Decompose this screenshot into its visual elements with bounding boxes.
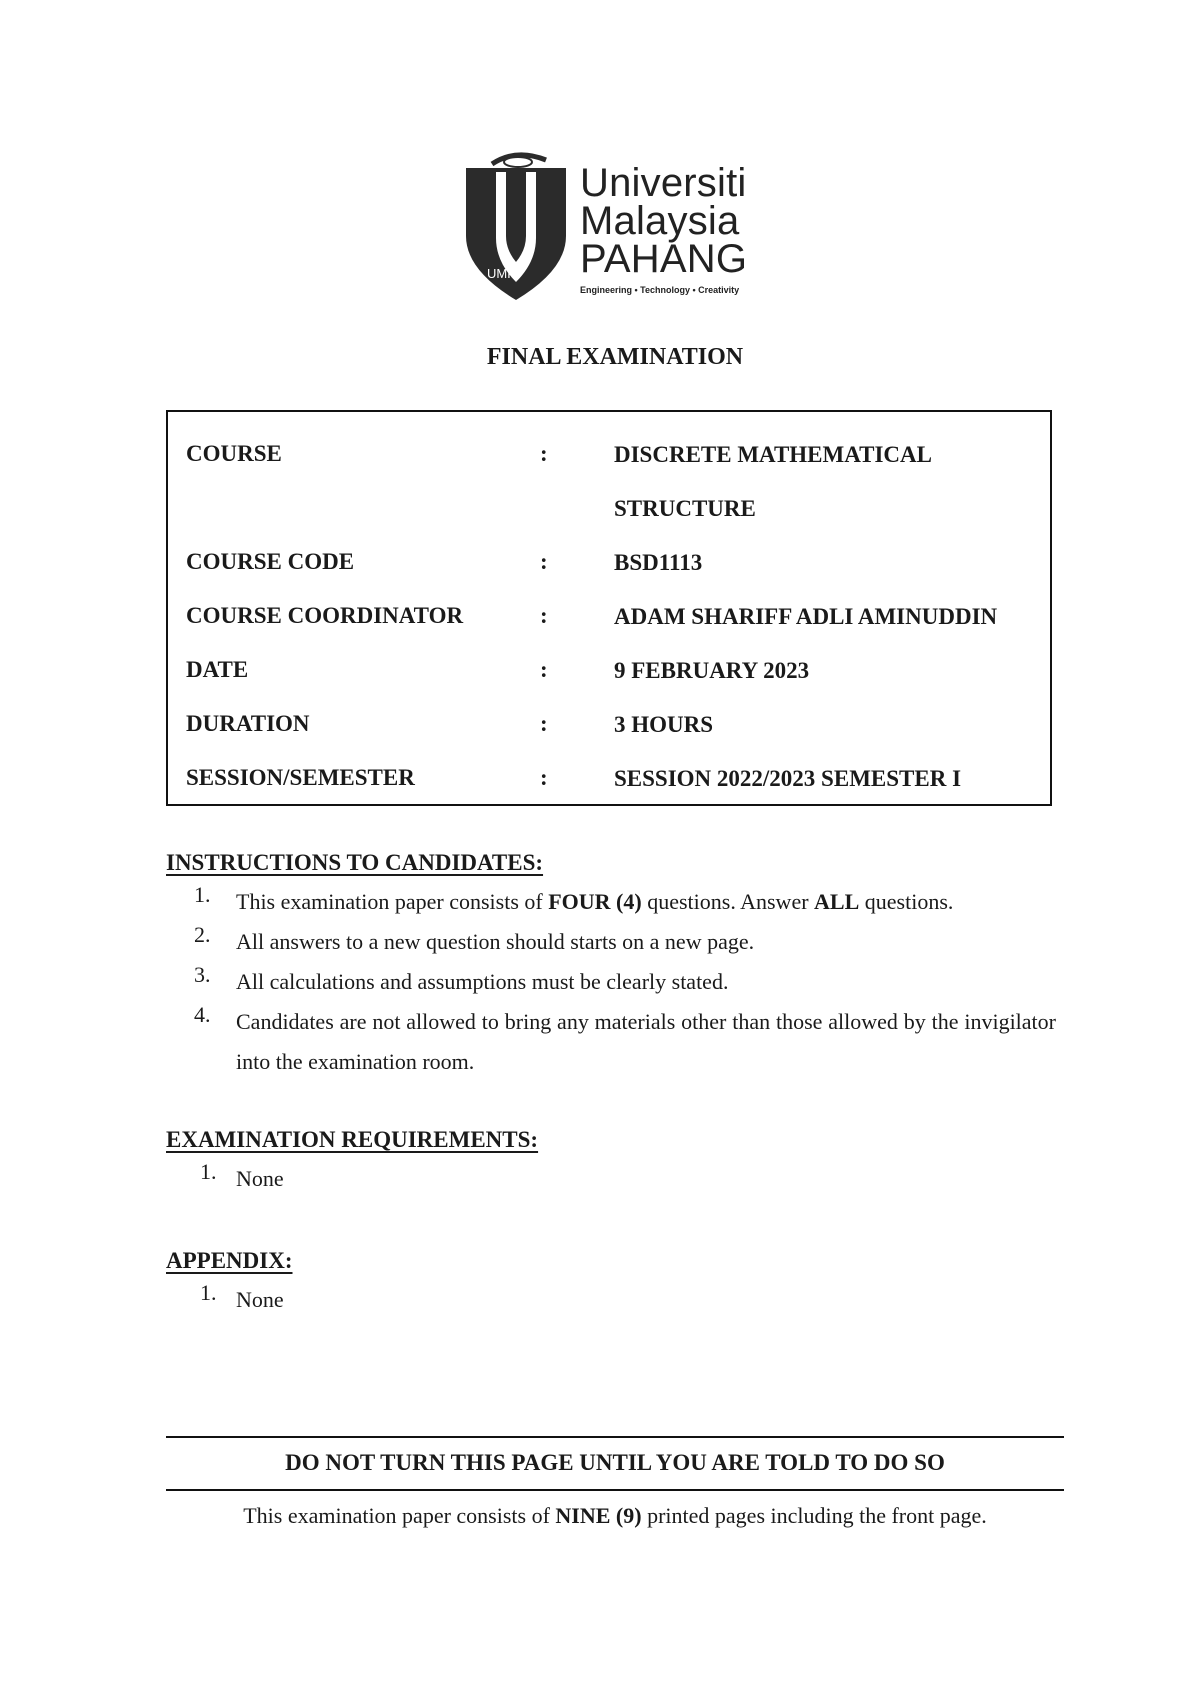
list-item	[166, 1280, 1056, 1320]
detail-label: COURSE	[186, 441, 282, 466]
appendix-list	[166, 1280, 1056, 1320]
instructions-list	[166, 882, 1056, 1082]
detail-colon: :	[540, 657, 548, 682]
logo-line-2: Malaysia	[580, 199, 740, 243]
logo-line-3: PAHANG	[580, 237, 748, 281]
list-item	[166, 1159, 1056, 1199]
detail-label: COURSE COORDINATOR	[186, 603, 464, 628]
university-name	[580, 161, 748, 296]
text-run: questions.	[859, 889, 954, 914]
list-item	[166, 962, 1056, 1002]
detail-value: ADAM SHARIFF ADLI AMINUDDIN	[614, 604, 998, 629]
list-number: 1.	[200, 1159, 217, 1184]
emphasis: NINE (9)	[555, 1503, 642, 1528]
bottom-divider	[166, 1489, 1064, 1491]
top-divider	[166, 1436, 1064, 1438]
text-run: This examination paper consists of	[236, 889, 549, 914]
detail-colon: :	[540, 765, 548, 790]
detail-colon: :	[540, 711, 548, 736]
detail-value: SESSION 2022/2023 SEMESTER I	[614, 766, 962, 791]
list-text: None	[236, 1166, 284, 1191]
detail-value: 3 HOURS	[614, 712, 714, 737]
list-item	[166, 1002, 1056, 1082]
list-number: 1.	[194, 882, 211, 907]
emphasis: ALL	[814, 889, 860, 914]
list-text: Candidates are not allowed to bring any materials other than those allowed by the invigilator into the examination room.	[236, 1009, 1056, 1074]
list-text: None	[236, 1287, 284, 1312]
detail-colon: :	[540, 603, 548, 628]
detail-value: BSD1113	[614, 550, 703, 575]
logo-line-1: Universiti	[580, 161, 747, 205]
emphasis: FOUR (4)	[548, 889, 642, 914]
crest-label: UMP	[487, 266, 516, 281]
detail-value: DISCRETE MATHEMATICAL STRUCTURE	[614, 442, 931, 521]
detail-label: DATE	[186, 657, 249, 682]
text-run: printed pages including the front page.	[641, 1503, 987, 1528]
requirements-list	[166, 1159, 1056, 1199]
text-run: questions. Answer	[641, 889, 815, 914]
list-text	[236, 882, 1056, 922]
exam-title: FINAL EXAMINATION	[486, 344, 744, 370]
detail-label: SESSION/SEMESTER	[186, 765, 415, 790]
list-number: 2.	[194, 922, 211, 947]
detail-value: 9 FEBRUARY 2023	[614, 658, 810, 683]
list-text: All answers to a new question should starts on a new page.	[236, 929, 755, 954]
list-item	[166, 882, 1056, 922]
detail-label: DURATION	[186, 711, 310, 736]
list-item	[166, 922, 1056, 962]
requirements-heading: EXAMINATION REQUIREMENTS:	[166, 1127, 539, 1152]
appendix-heading: APPENDIX:	[166, 1248, 293, 1273]
page-count-note	[166, 1503, 1064, 1529]
detail-colon: :	[540, 441, 548, 466]
list-number: 4.	[194, 1002, 211, 1027]
list-number: 1.	[200, 1280, 217, 1305]
text-run: This examination paper consists of	[243, 1503, 556, 1528]
list-text: All calculations and assumptions must be clearly stated.	[236, 969, 729, 994]
list-number: 3.	[194, 962, 211, 987]
warning-notice: DO NOT TURN THIS PAGE UNTIL YOU ARE TOLD TO DO SO	[285, 1450, 945, 1475]
university-crest-icon	[462, 150, 572, 310]
logo-tagline: Engineering • Technology • Creativity	[580, 285, 740, 295]
course-details-box	[166, 410, 1052, 806]
university-logo	[462, 150, 782, 310]
instructions-heading: INSTRUCTIONS TO CANDIDATES:	[166, 850, 544, 875]
detail-colon: :	[540, 549, 548, 574]
detail-label: COURSE CODE	[186, 549, 355, 574]
